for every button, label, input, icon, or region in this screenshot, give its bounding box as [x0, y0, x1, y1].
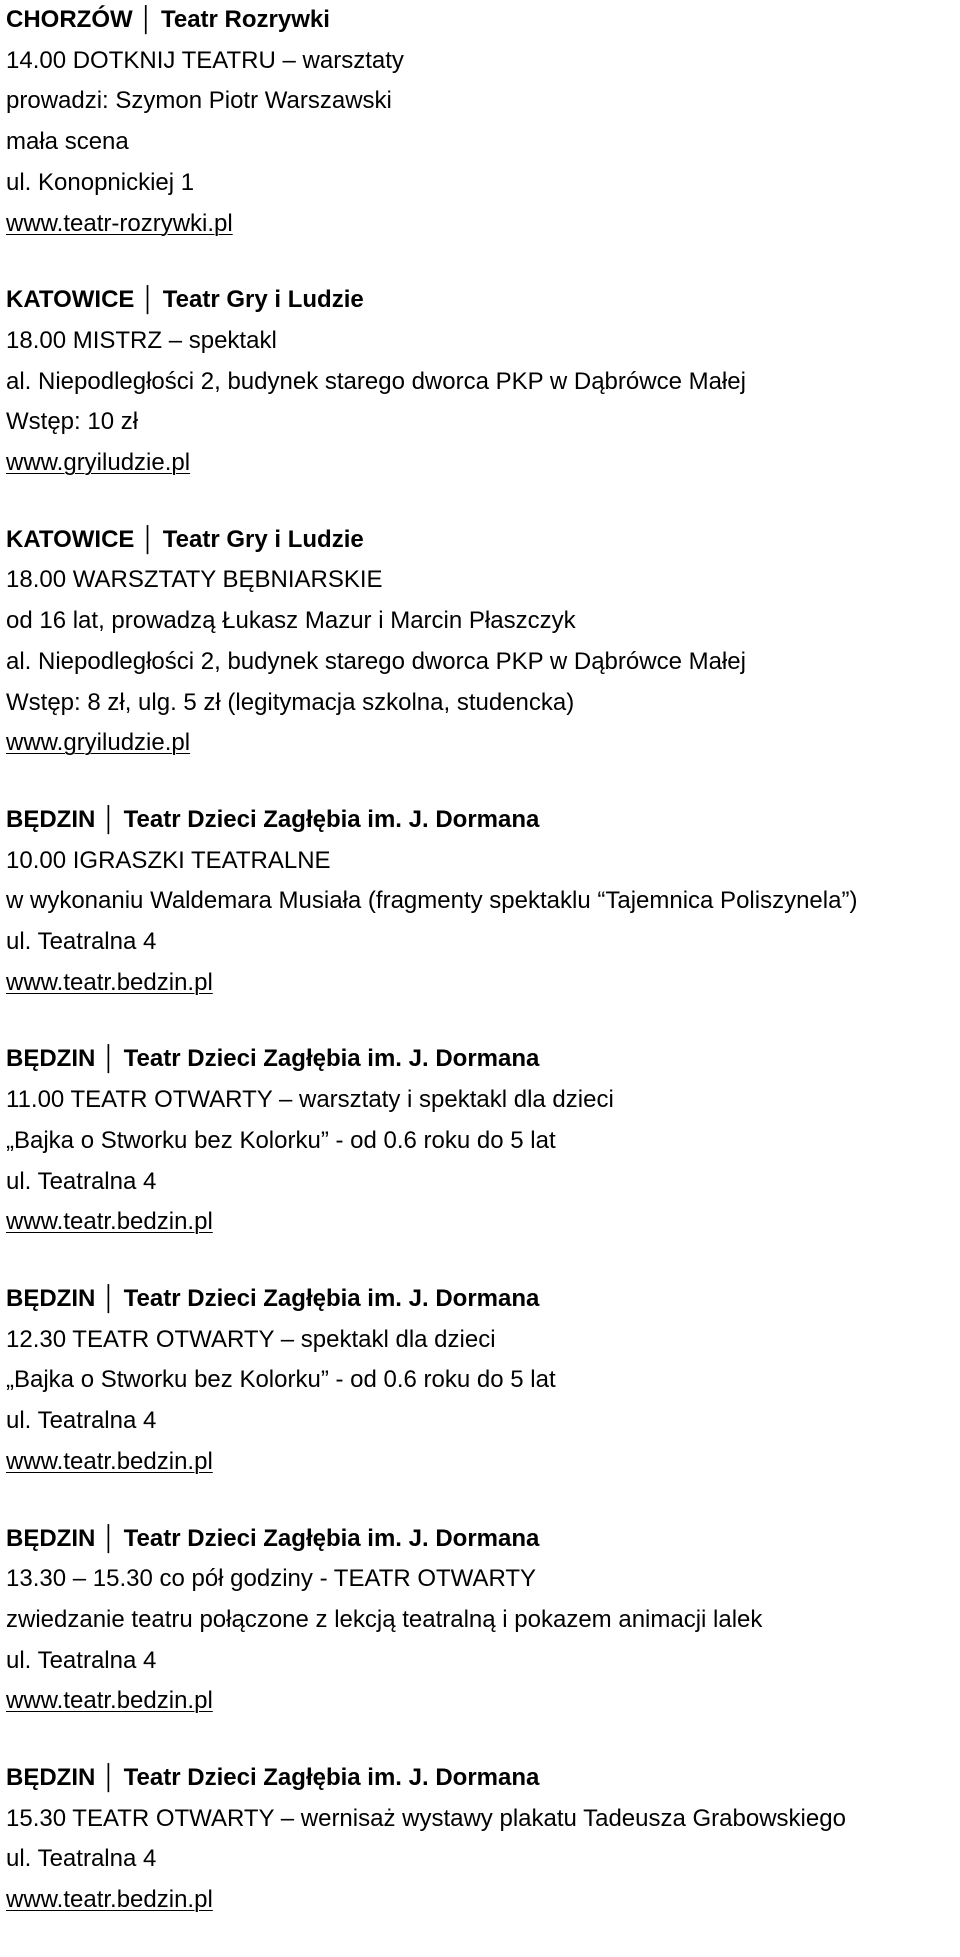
event-website-link[interactable]: www.gryiludzie.pl [6, 449, 191, 477]
event-block [6, 520, 956, 764]
event-venue-heading: BĘDZIN │ Teatr Dzieci Zagłębia im. J. Dormana [6, 1284, 540, 1312]
event-block [6, 280, 956, 484]
event-block [6, 1519, 956, 1723]
event-website-link[interactable]: www.teatr.bedzin.pl [6, 1208, 213, 1236]
event-price-line: Wstęp: 8 zł, ulg. 5 zł (legitymacja szkolna, studencka) [6, 688, 575, 716]
event-detail-line: mała scena [6, 128, 129, 156]
event-venue-heading: BĘDZIN │ Teatr Dzieci Zagłębia im. J. Dormana [6, 1524, 540, 1552]
event-price-line: Wstęp: 10 zł [6, 408, 139, 436]
event-detail-line: „Bajka o Stworku bez Kolorku” - od 0.6 roku do 5 lat [6, 1366, 556, 1394]
event-title-line: 14.00 DOTKNIJ TEATRU – warsztaty [6, 46, 404, 74]
event-title-line: 12.30 TEATR OTWARTY – spektakl dla dzieci [6, 1325, 496, 1353]
event-block [6, 1039, 956, 1243]
event-address-line: ul. Teatralna 4 [6, 1646, 157, 1674]
event-venue-heading: BĘDZIN │ Teatr Dzieci Zagłębia im. J. Dormana [6, 805, 540, 833]
event-address-line: ul. Teatralna 4 [6, 1407, 157, 1435]
event-schedule [6, 0, 956, 1957]
event-detail-line: od 16 lat, prowadzą Łukasz Mazur i Marcin Płaszczyk [6, 607, 576, 635]
event-block [6, 0, 956, 244]
event-address-line: ul. Konopnickiej 1 [6, 168, 195, 196]
event-website-link[interactable]: www.teatr-rozrywki.pl [6, 209, 233, 237]
event-title-line: 15.30 TEATR OTWARTY – wernisaż wystawy plakatu Tadeusza Grabowskiego [6, 1804, 846, 1832]
event-title-line: 18.00 WARSZTATY BĘBNIARSKIE [6, 566, 383, 594]
event-website-link[interactable]: www.teatr.bedzin.pl [6, 968, 213, 996]
event-detail-line: zwiedzanie teatru połączone z lekcją teatralną i pokazem animacji lalek [6, 1605, 763, 1633]
event-address-line: ul. Teatralna 4 [6, 1845, 157, 1873]
event-title-line: 13.30 – 15.30 co pół godziny - TEATR OTWARTY [6, 1565, 537, 1593]
event-website-link[interactable]: www.teatr.bedzin.pl [6, 1886, 213, 1914]
event-title-line: 10.00 IGRASZKI TEATRALNE [6, 846, 331, 874]
event-website-link[interactable]: www.teatr.bedzin.pl [6, 1447, 213, 1475]
event-venue-heading: KATOWICE │ Teatr Gry i Ludzie [6, 525, 364, 553]
event-venue-heading: BĘDZIN │ Teatr Dzieci Zagłębia im. J. Dormana [6, 1764, 540, 1792]
event-address-line: ul. Teatralna 4 [6, 1167, 157, 1195]
event-detail-line: „Bajka o Stworku bez Kolorku” - od 0.6 roku do 5 lat [6, 1126, 556, 1154]
event-website-link[interactable]: www.gryiludzie.pl [6, 729, 191, 757]
event-detail-line: prowadzi: Szymon Piotr Warszawski [6, 87, 392, 115]
event-block [6, 1279, 956, 1483]
event-address-line: al. Niepodległości 2, budynek starego dworca PKP w Dąbrówce Małej [6, 647, 746, 675]
event-title-line: 18.00 MISTRZ – spektakl [6, 326, 277, 354]
event-website-link[interactable]: www.teatr.bedzin.pl [6, 1687, 213, 1715]
event-block [6, 800, 956, 1004]
event-address-line: al. Niepodległości 2, budynek starego dworca PKP w Dąbrówce Małej [6, 367, 746, 395]
event-detail-line: w wykonaniu Waldemara Musiała (fragmenty spektaklu “Tajemnica Poliszynela”) [6, 887, 858, 915]
event-venue-heading: CHORZÓW │ Teatr Rozrywki [6, 6, 330, 33]
event-venue-heading: BĘDZIN │ Teatr Dzieci Zagłębia im. J. Dormana [6, 1045, 540, 1073]
event-venue-heading: KATOWICE │ Teatr Gry i Ludzie [6, 286, 364, 314]
event-title-line: 11.00 TEATR OTWARTY – warsztaty i spektakl dla dzieci [6, 1086, 614, 1114]
event-block [6, 1758, 956, 1921]
event-address-line: ul. Teatralna 4 [6, 928, 157, 956]
